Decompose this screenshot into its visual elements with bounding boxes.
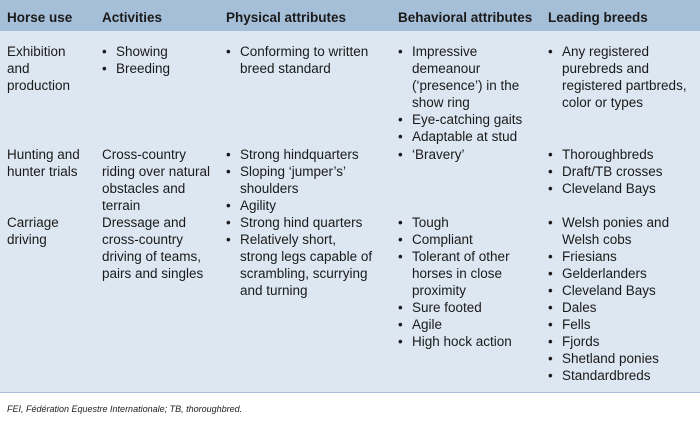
row-2-use-line: hunter trials bbox=[7, 164, 78, 179]
list-item: • Shetland ponies bbox=[548, 351, 659, 366]
row-2-breeds bbox=[548, 146, 663, 197]
header-behavioral-attributes: Behavioral attributes bbox=[398, 10, 533, 25]
row-1-horse-use bbox=[7, 43, 70, 94]
list-item: • Breeding bbox=[102, 61, 171, 76]
list-item: • Fjords bbox=[548, 334, 600, 349]
row-1-use-line: production bbox=[7, 78, 71, 93]
list-item: • Sloping ‘jumper’s’ shoulders bbox=[226, 164, 347, 196]
list-item: • Fells bbox=[548, 317, 591, 332]
list-item: • Agility bbox=[226, 198, 277, 213]
row-3-use-line: Carriage bbox=[7, 215, 59, 230]
header-horse-use: Horse use bbox=[7, 10, 73, 25]
row-2-behavioral bbox=[398, 146, 465, 163]
list-item: • Draft/TB crosses bbox=[548, 164, 663, 179]
list-item: • Showing bbox=[102, 44, 168, 59]
row-3-breeds bbox=[548, 214, 669, 384]
list-item: • Compliant bbox=[398, 232, 473, 247]
list-item: • Strong hind quarters bbox=[226, 215, 363, 230]
list-item: • High hock action bbox=[398, 334, 512, 349]
row-1-use-line: Exhibition bbox=[7, 44, 66, 59]
list-item: • Conforming to written breed standard bbox=[226, 44, 369, 76]
row-3-physical bbox=[226, 214, 372, 299]
row-3-horse-use bbox=[7, 214, 59, 248]
list-item: • Impressive demeanour (‘presence’) in the show ring bbox=[398, 44, 520, 110]
row-3-behavioral bbox=[398, 214, 512, 350]
row-1-behavioral bbox=[398, 43, 522, 145]
row-2-horse-use bbox=[7, 146, 80, 180]
list-item: • Thoroughbreds bbox=[548, 147, 654, 162]
list-item: • Relatively short, strong legs capable of scrambling, scurrying and turning bbox=[226, 232, 373, 298]
header-physical-attributes: Physical attributes bbox=[226, 10, 347, 25]
row-2-physical bbox=[226, 146, 359, 214]
table-bottom-rule bbox=[0, 392, 700, 393]
list-item: • Any registered purebreds and registered partbreds, color or types bbox=[548, 44, 687, 110]
row-1-breeds bbox=[548, 43, 687, 111]
row-1-activities bbox=[102, 43, 170, 77]
row-3-activities: Dressage and cross-country driving of teams, pairs and singles bbox=[102, 215, 204, 281]
list-item: • Strong hindquarters bbox=[226, 147, 359, 162]
header-activities: Activities bbox=[102, 10, 163, 25]
list-item: • Dales bbox=[548, 300, 597, 315]
list-item: • Gelderlanders bbox=[548, 266, 647, 281]
row-1-physical bbox=[226, 43, 368, 77]
row-1-use-line: and bbox=[7, 61, 30, 76]
list-item: • Tolerant of other horses in close proximity bbox=[398, 249, 510, 298]
row-2-use-line: Hunting and bbox=[7, 147, 80, 162]
row-3-use-line: driving bbox=[7, 232, 47, 247]
list-item: • Cleveland Bays bbox=[548, 181, 656, 196]
list-item: • Cleveland Bays bbox=[548, 283, 656, 298]
list-item: • Adaptable at stud bbox=[398, 129, 518, 144]
list-item: • Agile bbox=[398, 317, 443, 332]
table-footnote: FEI, Fédération Equestre Internationale; TB, thoroughbred. bbox=[7, 404, 243, 414]
header-leading-breeds: Leading breeds bbox=[548, 10, 648, 25]
table-header bbox=[0, 0, 700, 31]
list-item: • Welsh ponies and Welsh cobs bbox=[548, 215, 670, 247]
row-2-activities: Cross-country riding over natural obstacles and terrain bbox=[102, 147, 211, 213]
list-item: • Standardbreds bbox=[548, 368, 651, 383]
list-item: • Tough bbox=[398, 215, 449, 230]
list-item: • Sure footed bbox=[398, 300, 482, 315]
list-item: • Eye-catching gaits bbox=[398, 112, 523, 127]
list-item: • Friesians bbox=[548, 249, 617, 264]
list-item: • ‘Bravery’ bbox=[398, 147, 465, 162]
